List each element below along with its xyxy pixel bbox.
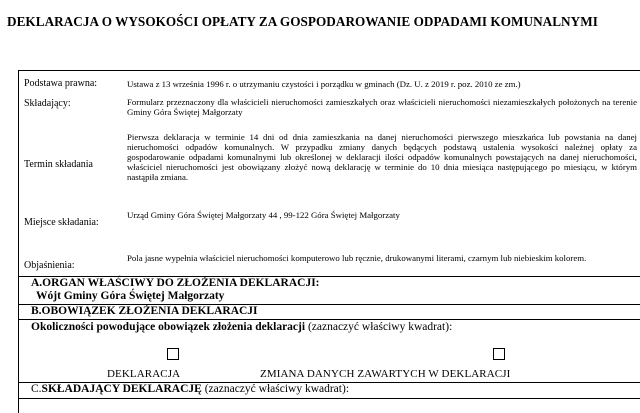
divider-b-sub bbox=[19, 319, 640, 320]
circumstances-hint: (zaznaczyć właściwy kwadrat): bbox=[305, 321, 453, 333]
divider-c-sub bbox=[19, 398, 640, 399]
place-label: Miejsce składania: bbox=[24, 217, 99, 228]
explanations-label: Objaśnienia: bbox=[24, 260, 75, 271]
submitter-label: Składający: bbox=[24, 98, 71, 109]
section-a-heading: A.ORGAN WŁAŚCIWY DO ZŁOŻENIA DEKLARACJI: bbox=[31, 277, 320, 289]
option-change-checkbox[interactable] bbox=[493, 348, 505, 360]
submitter-value: Formularz przeznaczony dla właścicieli nieruchomości zamieszkałych oraz właścicieli nieruchomości niezamieszkałych położonych na terenie Gminy Góra Świętej Małgorzaty bbox=[127, 97, 637, 117]
section-c-heading bbox=[31, 383, 349, 395]
deadline-label: Termin składania bbox=[24, 159, 93, 170]
circumstances-text bbox=[31, 321, 452, 333]
place-value: Urząd Gminy Góra Świętej Małgorzaty 44 , 99-122 Góra Świętej Małgorzaty bbox=[127, 210, 400, 220]
checkbox-square-icon bbox=[493, 348, 505, 360]
legal-basis-label: Podstawa prawna: bbox=[24, 78, 98, 89]
document-title: DEKLARACJA O WYSOKOŚCI OPŁATY ZA GOSPODAROWANIE ODPADAMI KOMUNALNYMI bbox=[7, 14, 598, 29]
option-change-label: ZMIANA DANYCH ZAWARTYCH W DEKLARACJI bbox=[260, 368, 511, 380]
section-b-heading: B.OBOWIĄZEK ZŁOŻENIA DEKLARACJI bbox=[31, 305, 258, 317]
circumstances-label: Okoliczności powodujące obowiązek złożenia deklaracji bbox=[31, 321, 306, 333]
option-declaration-checkbox[interactable] bbox=[167, 348, 179, 360]
declaration-form bbox=[18, 70, 640, 413]
section-a-authority: Wójt Gminy Góra Świętej Małgorzaty bbox=[36, 290, 225, 302]
option-declaration-label: DEKLARACJA bbox=[107, 368, 181, 380]
explanations-value: Pola jasne wypełnia właściciel nieruchomości komputerowo lub ręcznie, drukowanymi literami, czarnym lub niebieskim kolorem. bbox=[127, 253, 587, 263]
section-c-prefix: C. bbox=[31, 383, 42, 395]
legal-basis-value: Ustawa z 13 września 1996 r. o utrzymaniu czystości i porządku w gminach (Dz. U. z 2019 r. poz. 2010 ze zm.) bbox=[127, 79, 521, 89]
section-c-hint: (zaznaczyć właściwy kwadrat): bbox=[201, 383, 350, 395]
section-c-title: SKŁADAJĄCY DEKLARACJĘ bbox=[41, 383, 202, 395]
checkbox-square-icon bbox=[167, 348, 179, 360]
deadline-value: Pierwsza deklaracja w terminie 14 dni od dnia zamieszkania na danej nieruchomości pierwszego mieszkańca lub powstania na danej nieruchomości odpadów komunalnych. W przypadku zmiany danych będących podstawą ustalenia wysokości należnej opłaty za gospodarowanie odpadami komunalnymi lub określonej w deklaracji ilości odpadów komunalnych powstających na danej nieruchomości, właściciel nieruchomości jest obowiązany złożyć nową deklarację w terminie do 10 dnia miesiąca następującego po miesiącu, w którym nastąpiła zmiana. bbox=[127, 132, 637, 182]
